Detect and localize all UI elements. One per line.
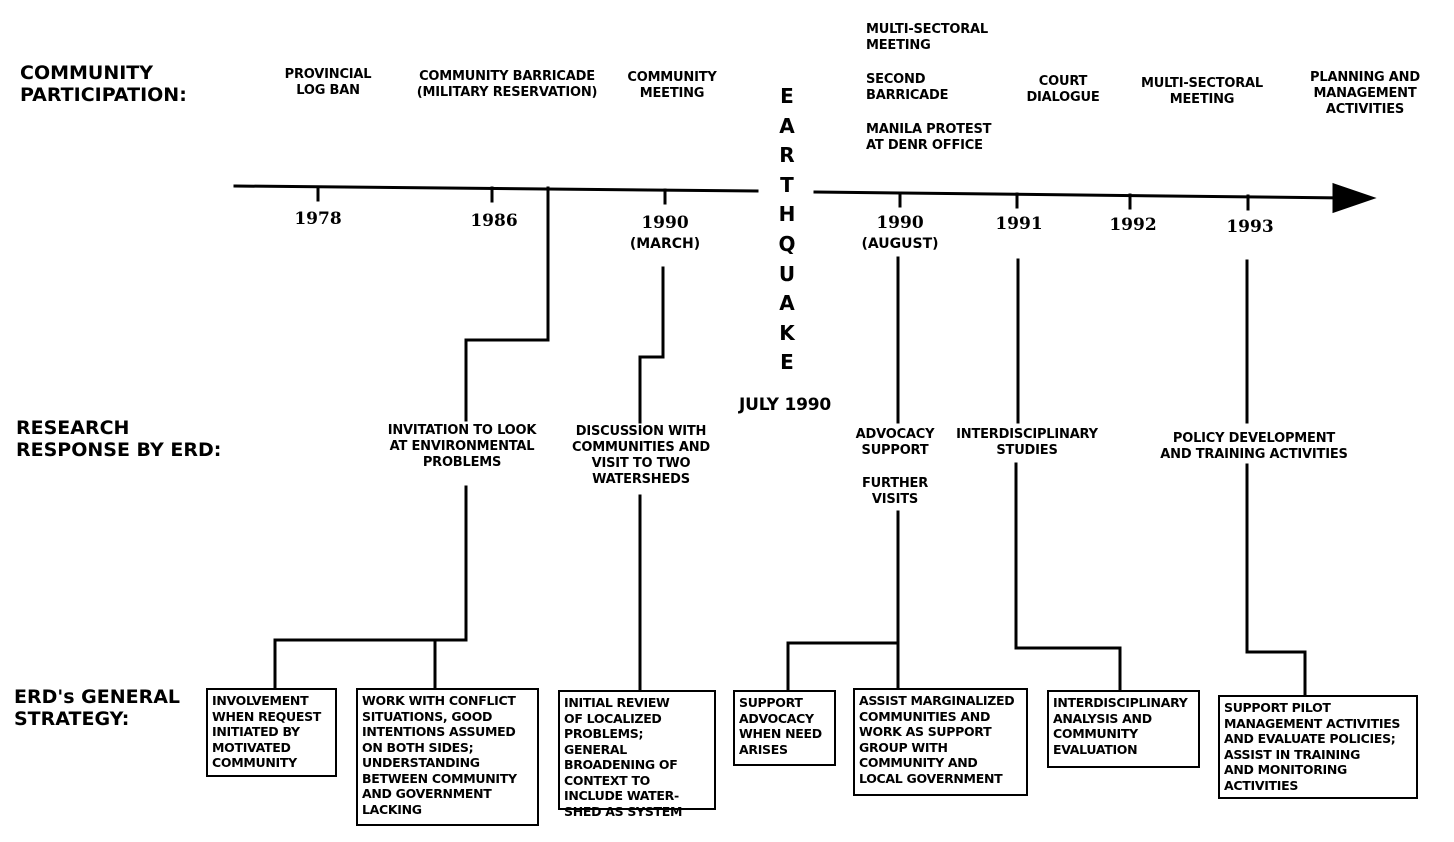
strategy-box: SUPPORT ADVOCACY WHEN NEED ARISES: [733, 690, 836, 766]
year-label: 1990: [641, 213, 689, 233]
strategy-box: INTERDISCIPLINARY ANALYSIS AND COMMUNITY EVALUATION: [1047, 690, 1200, 768]
community-event: COURT DIALOGUE: [1026, 74, 1100, 105]
earthquake-letter: E: [780, 84, 794, 108]
community-event: COMMUNITY BARRICADE (MILITARY RESERVATION): [416, 69, 598, 100]
earthquake-letter: A: [779, 291, 795, 316]
research-response: INVITATION TO LOOK AT ENVIRONMENTAL PROBLEMS: [387, 423, 537, 470]
strategy-box: INVOLVEMENT WHEN REQUEST INITIATED BY MOTIVATED COMMUNITY: [206, 688, 337, 777]
year-label: 1990: [876, 213, 924, 233]
earthquake-letter: A: [779, 113, 795, 138]
community-event: MULTI-SECTORAL MEETING: [1141, 76, 1263, 107]
row-header-community: COMMUNITY PARTICIPATION:: [20, 62, 187, 106]
earthquake-letter: R: [779, 143, 795, 168]
row-header-strategy: ERD's GENERAL STRATEGY:: [14, 686, 181, 730]
earthquake-label: [770, 82, 804, 378]
connector-studies-down: [1016, 464, 1120, 690]
research-response: POLICY DEVELOPMENT AND TRAINING ACTIVITIES: [1160, 431, 1348, 462]
connector-1990-march: [640, 268, 663, 422]
earthquake-letter: Q: [778, 231, 796, 256]
year-sublabel: (MARCH): [629, 236, 701, 252]
research-response: ADVOCACY SUPPORT: [855, 427, 935, 458]
research-response: FURTHER VISITS: [861, 476, 929, 507]
year-label: 1993: [1226, 217, 1274, 237]
research-response: INTERDISCIPLINARY STUDIES: [956, 427, 1098, 458]
earthquake-letter: T: [780, 172, 794, 197]
row-header-research: RESEARCH RESPONSE BY ERD:: [16, 417, 222, 461]
year-sublabel: (AUGUST): [861, 236, 939, 252]
connector-advocacy-box: [788, 643, 898, 690]
community-event: COMMUNITY MEETING: [627, 70, 717, 101]
community-event: MANILA PROTEST AT DENR OFFICE: [866, 122, 992, 153]
earthquake-letter: H: [778, 202, 796, 227]
year-label: 1991: [995, 214, 1043, 234]
community-event: PROVINCIAL LOG BAN: [284, 67, 372, 98]
strategy-box: SUPPORT PILOT MANAGEMENT ACTIVITIES AND EVALUATE POLICIES; ASSIST IN TRAINING AND MONITORING ACTIVITIES: [1218, 695, 1418, 799]
community-event: PLANNING AND MANAGEMENT ACTIVITIES: [1310, 70, 1420, 117]
strategy-box: ASSIST MARGINALIZED COMMUNITIES AND WORK AS SUPPORT GROUP WITH COMMUNITY AND LOCAL GOVERNMENT: [853, 688, 1028, 796]
timeline-arrowhead: [1334, 185, 1372, 211]
earthquake-letter: K: [779, 320, 795, 345]
research-response: DISCUSSION WITH COMMUNITIES AND VISIT TO TWO WATERSHEDS: [572, 424, 710, 487]
year-label: 1978: [294, 209, 342, 229]
strategy-box: INITIAL REVIEW OF LOCALIZED PROBLEMS; GENERAL BROADENING OF CONTEXT TO INCLUDE WATER- SHED AS SYSTEM: [558, 690, 716, 810]
earthquake-date: JULY 1990: [738, 395, 832, 415]
earthquake-letter: U: [778, 261, 796, 286]
community-event: SECOND BARRICADE: [866, 72, 949, 103]
timeline-axis-right: [815, 192, 1345, 198]
connector-policy-down: [1247, 465, 1305, 695]
community-event: MULTI-SECTORAL MEETING: [866, 22, 988, 53]
connector-invitation-down: [275, 487, 466, 688]
year-label: 1986: [470, 211, 518, 231]
earthquake-letter: E: [780, 350, 794, 375]
strategy-box: WORK WITH CONFLICT SITUATIONS, GOOD INTENTIONS ASSUMED ON BOTH SIDES; UNDERSTANDING BETWEEN COMMUNITY AND GOVERNMENT LACKING: [356, 688, 539, 826]
year-label: 1992: [1109, 215, 1157, 235]
timeline-axis-left: [235, 186, 757, 191]
